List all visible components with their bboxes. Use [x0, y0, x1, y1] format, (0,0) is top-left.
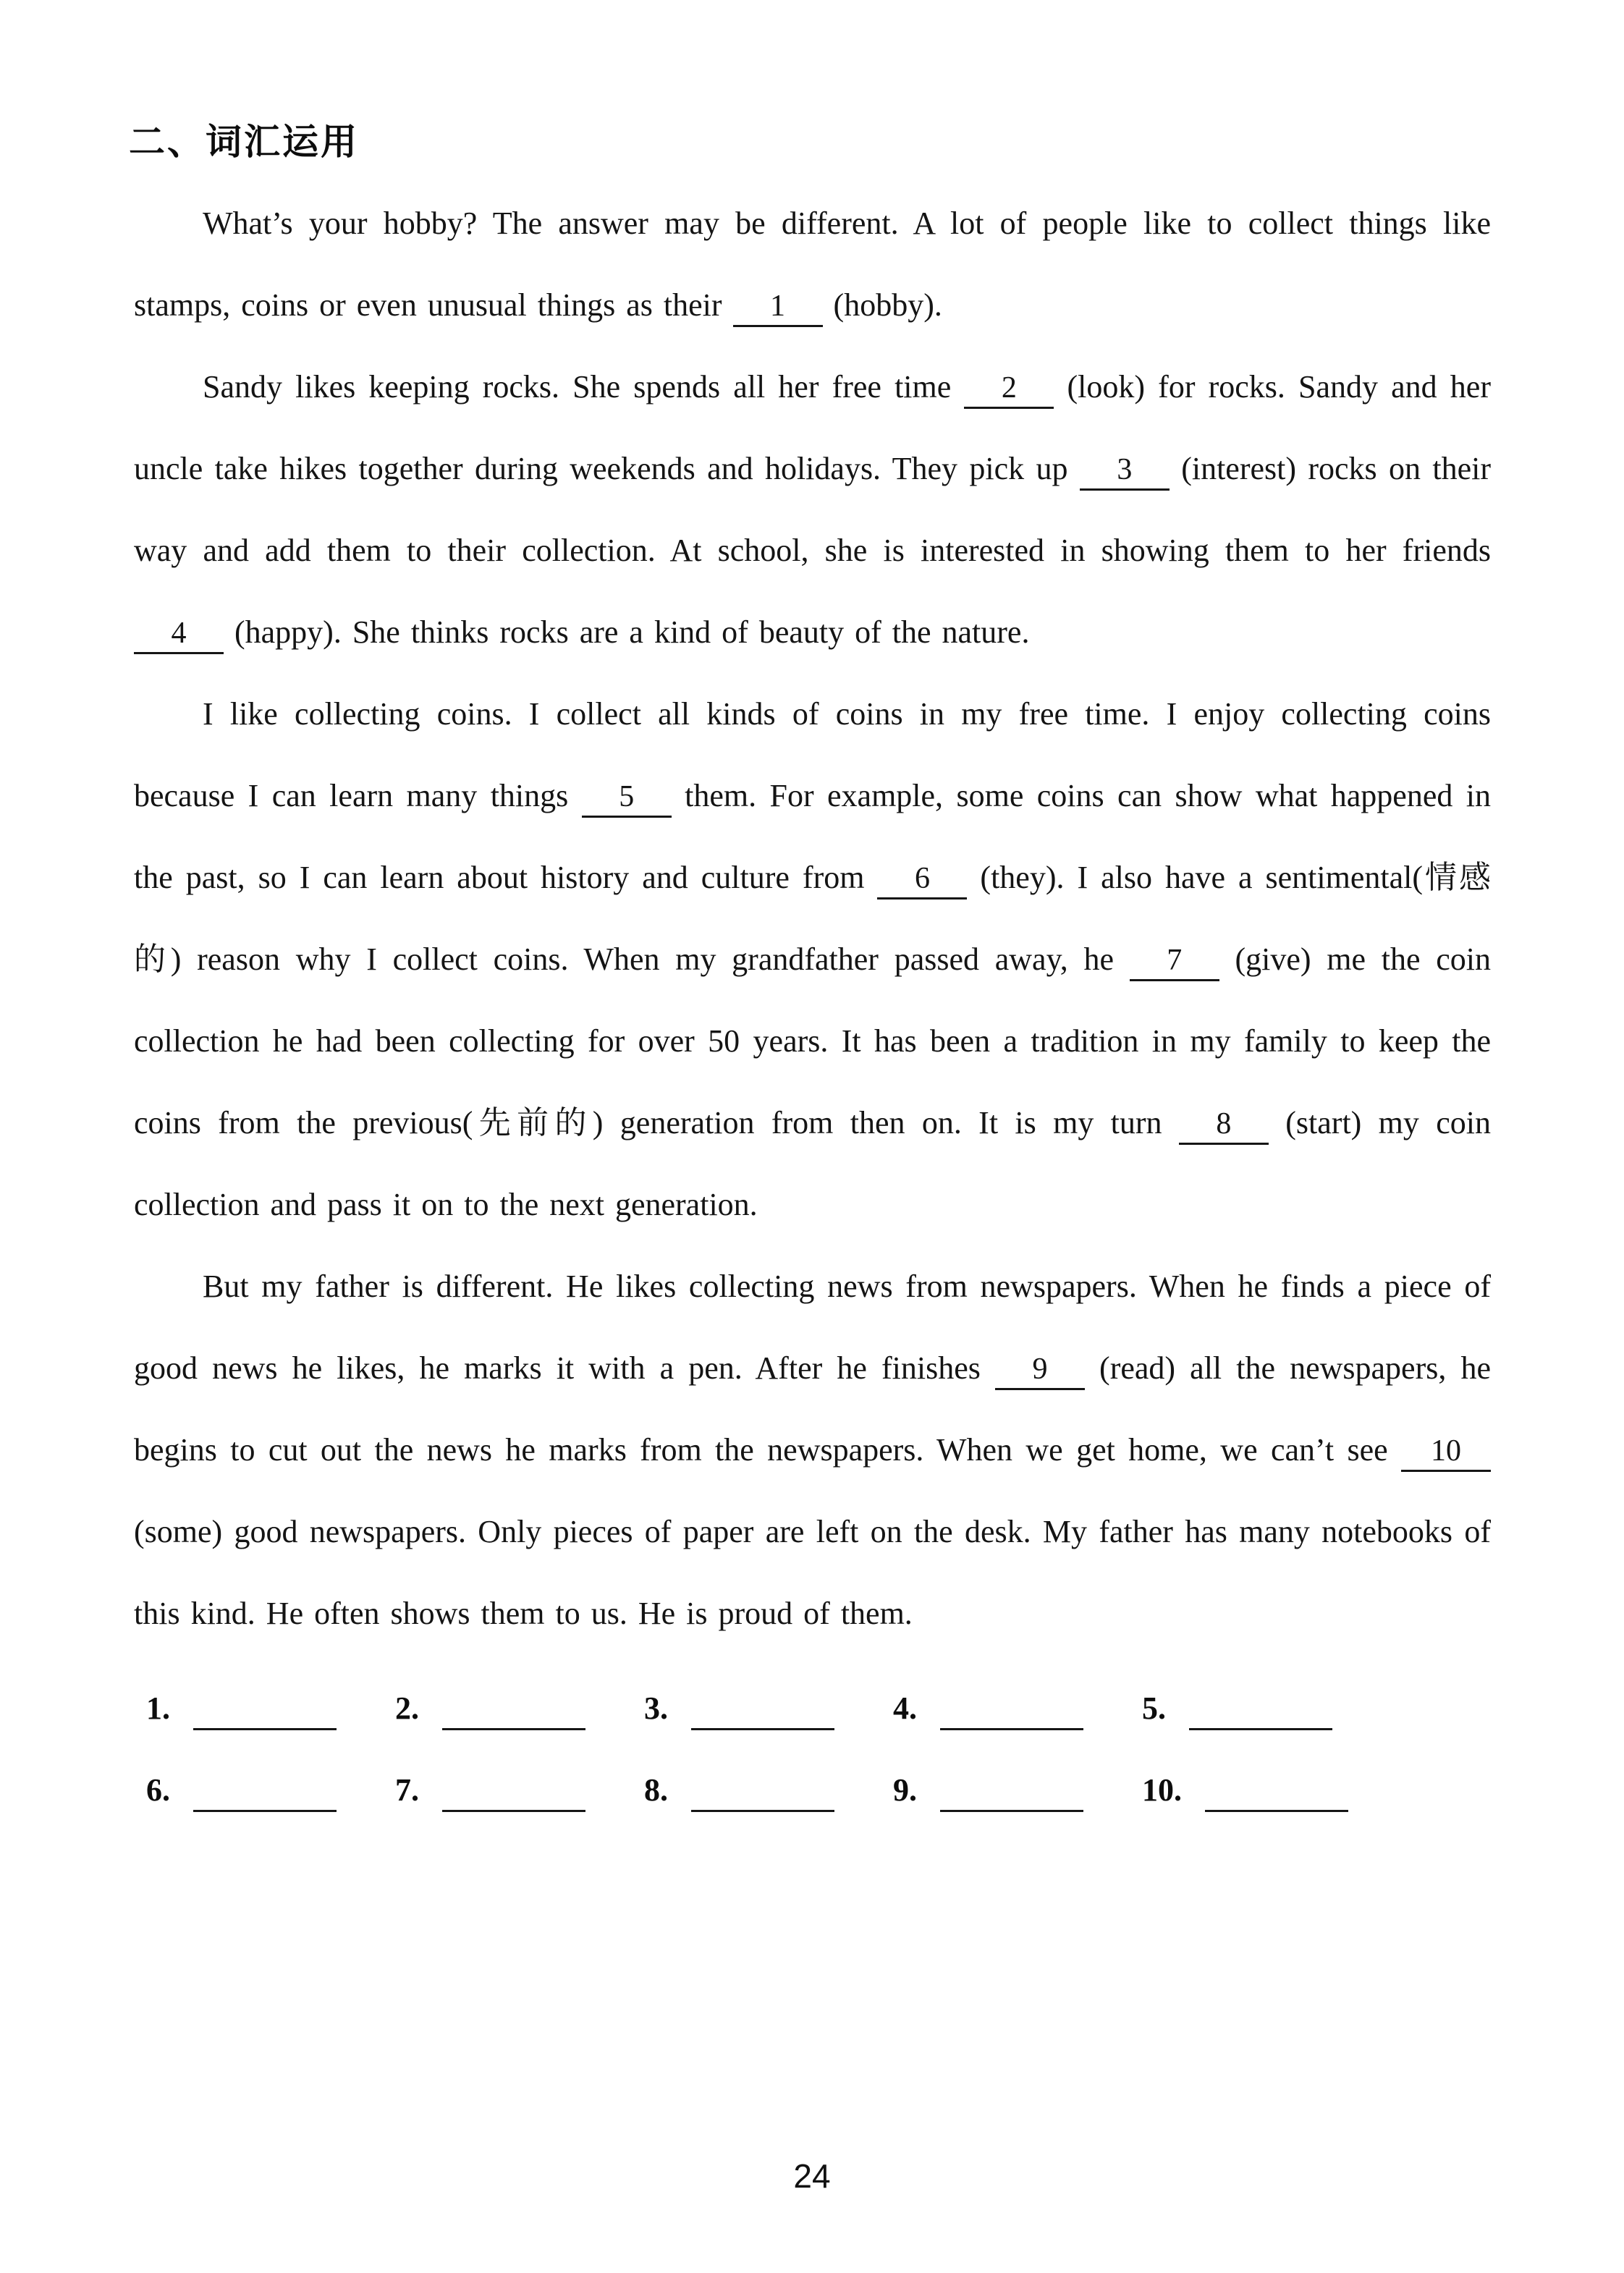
paragraph-2: [134, 346, 1491, 673]
page-content: [134, 182, 1491, 1831]
cloze-blank-5: 5: [582, 778, 672, 818]
answer-blank-10: [1205, 1774, 1348, 1812]
answer-item-2: [395, 1667, 644, 1749]
answer-number-9: 9.: [893, 1772, 917, 1808]
answer-blank-9: [940, 1774, 1083, 1812]
answer-item-6: [146, 1749, 395, 1831]
passage-text: them. For example, some coins can show what happened in the past, so I can learn about history and culture from: [134, 778, 1491, 895]
cloze-blank-7: 7: [1130, 941, 1219, 981]
answer-item-3: [644, 1667, 893, 1749]
answer-item-1: [146, 1667, 395, 1749]
answer-number-3: 3.: [644, 1690, 668, 1726]
passage-text: (give) me the coin collection he had been collecting for over 50 years. It has been a tradition in my family to keep the coins from the previous(先前的) generation from then on. It is my turn: [134, 941, 1491, 1140]
passage-text: (interest) rocks on their way and add them to their collection. At school, she is interested in showing them to her friends: [134, 451, 1492, 568]
answer-number-7: 7.: [395, 1772, 419, 1808]
answer-item-8: [644, 1749, 893, 1831]
answer-item-7: [395, 1749, 644, 1831]
passage-text: (read) all the newspapers, he begins to cut out the news he marks from the newspapers. When we get home, we can’t see: [134, 1350, 1491, 1468]
passage-text: But my father is different. He likes collecting news from newspapers. When he finds a piece of good news he likes, he marks it with a pen. After he finishes: [134, 1269, 1491, 1386]
answer-sheet: [146, 1667, 1413, 1831]
section-title: 二、词汇运用: [129, 122, 359, 162]
answer-row-1: [146, 1667, 1413, 1749]
answer-blank-6: [193, 1774, 337, 1812]
cloze-blank-8: 8: [1179, 1105, 1269, 1145]
answer-number-10: 10.: [1142, 1772, 1182, 1808]
answer-number-4: 4.: [893, 1690, 917, 1726]
passage-text: I like collecting coins. I collect all kinds of coins in my free time. I enjoy collecting coins because I can learn many things: [134, 696, 1491, 813]
passage-text: (hobby).: [822, 287, 942, 323]
passage-text: Sandy likes keeping rocks. She spends all her free time: [203, 369, 965, 405]
cloze-blank-1: 1: [733, 287, 823, 327]
paragraph-3: [134, 673, 1491, 1245]
passage-text: (they). I also have a sentimental(情感的) reason why I collect coins. When my grandfather passed away, he: [134, 860, 1491, 977]
passage-text: (some) good newspapers. Only pieces of paper are left on the desk. My father has many notebooks of this kind. He often shows them to us. He is proud of them.: [134, 1514, 1491, 1631]
answer-number-1: 1.: [146, 1690, 170, 1726]
cloze-blank-4: 4: [134, 614, 224, 654]
answer-blank-3: [691, 1692, 834, 1730]
answer-number-2: 2.: [395, 1690, 419, 1726]
cloze-blank-2: 2: [964, 369, 1054, 409]
answer-row-2: [146, 1749, 1413, 1831]
answer-number-6: 6.: [146, 1772, 170, 1808]
cloze-passage: [134, 182, 1491, 1654]
answer-number-8: 8.: [644, 1772, 668, 1808]
paragraph-4: [134, 1245, 1491, 1654]
answer-number-5: 5.: [1142, 1690, 1166, 1726]
cloze-blank-6: 6: [877, 860, 967, 900]
page-number: 24: [793, 2157, 831, 2195]
cloze-blank-9: 9: [995, 1350, 1085, 1390]
passage-text: (look) for rocks. Sandy and her uncle take hikes together during weekends and holidays. They pick up: [134, 369, 1491, 486]
answer-item-10: [1142, 1749, 1391, 1831]
answer-blank-4: [940, 1692, 1083, 1730]
answer-blank-7: [442, 1774, 585, 1812]
answer-blank-5: [1189, 1692, 1332, 1730]
answer-blank-2: [442, 1692, 585, 1730]
paragraph-1: [134, 182, 1491, 346]
cloze-blank-10: 10: [1401, 1432, 1491, 1472]
passage-text: (start) my coin collection and pass it on to the next generation.: [134, 1105, 1491, 1222]
passage-text: (happy). She thinks rocks are a kind of beauty of the nature.: [224, 614, 1030, 650]
answer-blank-8: [691, 1774, 834, 1812]
passage-text: What’s your hobby? The answer may be different. A lot of people like to collect things like stamps, coins or even unusual things as their: [134, 206, 1491, 323]
answer-blank-1: [193, 1692, 337, 1730]
answer-item-5: [1142, 1667, 1391, 1749]
cloze-blank-3: 3: [1080, 451, 1170, 491]
answer-item-4: [893, 1667, 1142, 1749]
answer-item-9: [893, 1749, 1142, 1831]
